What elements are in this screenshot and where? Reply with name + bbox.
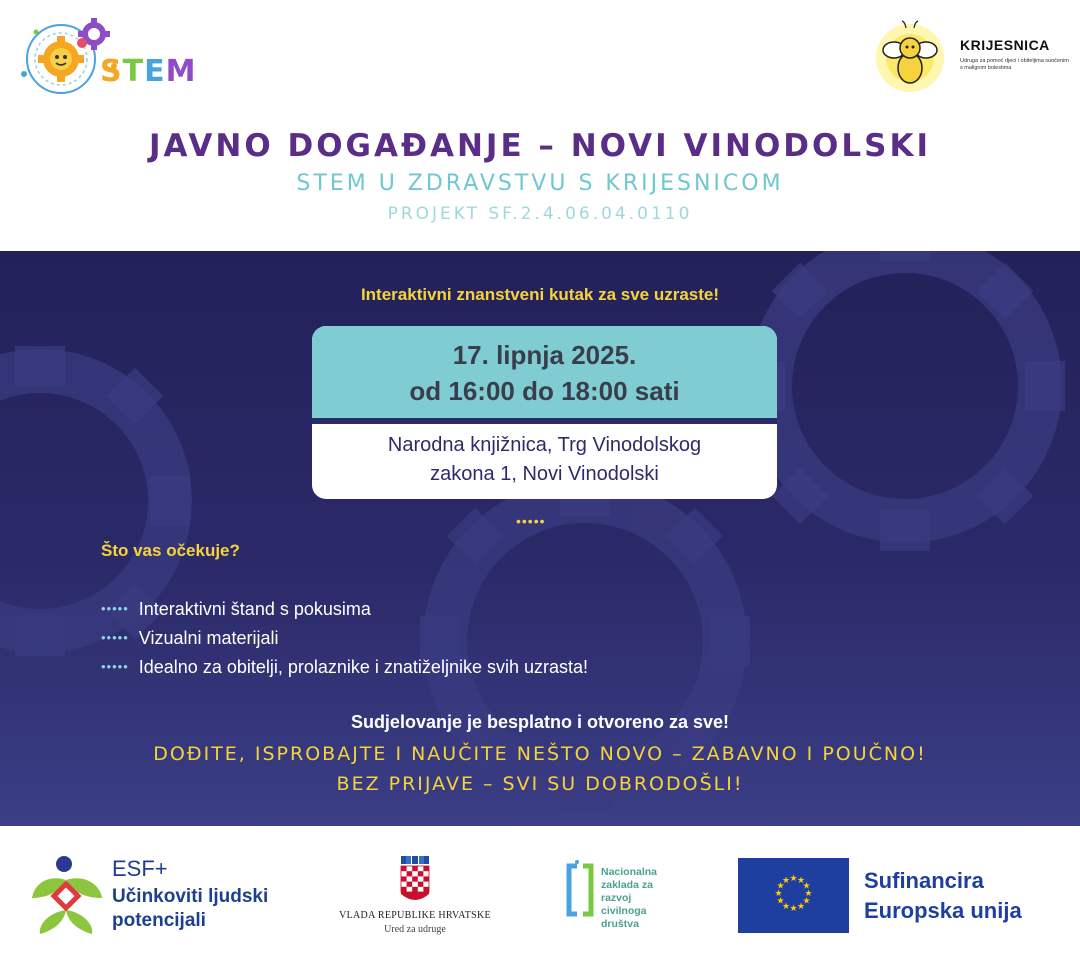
bullet-dots-icon: ••••• [101, 659, 129, 674]
event-date: 17. lipnja 2025. [452, 340, 637, 370]
page-subtitle: STEM U ZDRAVSTVU S KRIJESNICOM [296, 171, 784, 196]
government-office: Ured za udruge [384, 924, 446, 935]
list-item-text: Interaktivni štand s pokusima [138, 599, 371, 619]
croatian-coat-of-arms-icon [399, 856, 431, 906]
eu-stars-icon [738, 858, 849, 933]
event-details-panel [0, 251, 1080, 826]
svg-text:★: ★ [796, 902, 806, 912]
event-location-line2: zakona 1, Novi Vinodolski [430, 463, 659, 485]
list-item [101, 657, 588, 678]
footer-logos [0, 826, 1080, 969]
svg-text:★: ★ [804, 889, 813, 899]
dots-separator: ••••• [516, 513, 546, 529]
eu-flag-icon [738, 858, 849, 933]
event-time: od 16:00 do 18:00 sati [409, 376, 680, 406]
svg-text:★: ★ [802, 881, 811, 892]
nacionalna-zaklada-bracket-icon [563, 860, 597, 920]
nz-line: civilnoga [601, 905, 647, 917]
svg-text:★: ★ [776, 896, 785, 907]
svg-text:★: ★ [776, 881, 785, 892]
nz-line: Nacionalna [601, 866, 658, 878]
government-name: VLADA REPUBLIKE HRVATSKE [339, 910, 491, 921]
list-item [101, 628, 279, 649]
esf-plus-logo-icon [28, 854, 104, 936]
bullet-dots-icon: ••••• [101, 630, 129, 645]
eu-cofinanced-line2: Europska unija [864, 898, 1022, 923]
nz-line: razvoj [601, 892, 632, 904]
date-header [312, 326, 777, 418]
free-participation-text: Sudjelovanje je besplatno i otvoreno za sve! [350, 712, 730, 732]
svg-text:★: ★ [774, 889, 783, 899]
krijesnica-name: KRIJESNICA [960, 37, 1050, 53]
svg-text:★: ★ [781, 902, 791, 912]
stem-logo-text: STEM [100, 54, 197, 89]
bullet-dots-icon: ••••• [101, 601, 129, 616]
svg-text:★: ★ [796, 876, 806, 886]
nz-line: društva [601, 918, 639, 930]
call-to-action-line2: BEZ PRIJAVE – SVI SU DOBRODOŠLI! [336, 773, 744, 795]
eu-cofinanced-line1: Sufinancira [864, 868, 984, 893]
nz-line: zaklada za [601, 879, 653, 891]
svg-text:★: ★ [781, 876, 791, 886]
project-code: PROJEKT SF.2.4.06.04.0110 [387, 204, 693, 224]
expect-heading: Što vas očekuje? [101, 541, 240, 560]
page-title: JAVNO DOGAĐANJE – NOVI VINODOLSKI [148, 128, 932, 164]
svg-text:★: ★ [789, 904, 798, 914]
esf-program-line1: Učinkoviti ljudski [112, 886, 269, 907]
list-item [101, 599, 371, 620]
tagline: Interaktivni znanstveni kutak za sve uzraste! [360, 285, 720, 304]
svg-text:★: ★ [789, 874, 798, 884]
event-location-line1: Narodna knjižnica, Trg Vinodolskog [387, 434, 702, 456]
date-location-card [312, 326, 777, 499]
header [0, 0, 1080, 251]
list-item-text: Vizualni materijali [138, 628, 279, 648]
krijesnica-subtitle: Udruga za pomoć djeci i obiteljima suočenim s malignim bolestima [960, 58, 1069, 71]
esf-plus-label: ESF+ [112, 856, 168, 881]
svg-text:★: ★ [802, 896, 811, 907]
divider [312, 418, 777, 424]
nacionalna-zaklada-text [601, 866, 681, 931]
list-item-text: Idealno za obitelji, prolaznike i znatiželjnike svih uzrasta! [138, 657, 589, 677]
call-to-action-line1: DOĐITE, ISPROBAJTE I NAUČITE NEŠTO NOVO – ZABAVNO I POUČNO! [153, 743, 927, 765]
esf-program-line2: potencijali [112, 910, 206, 931]
